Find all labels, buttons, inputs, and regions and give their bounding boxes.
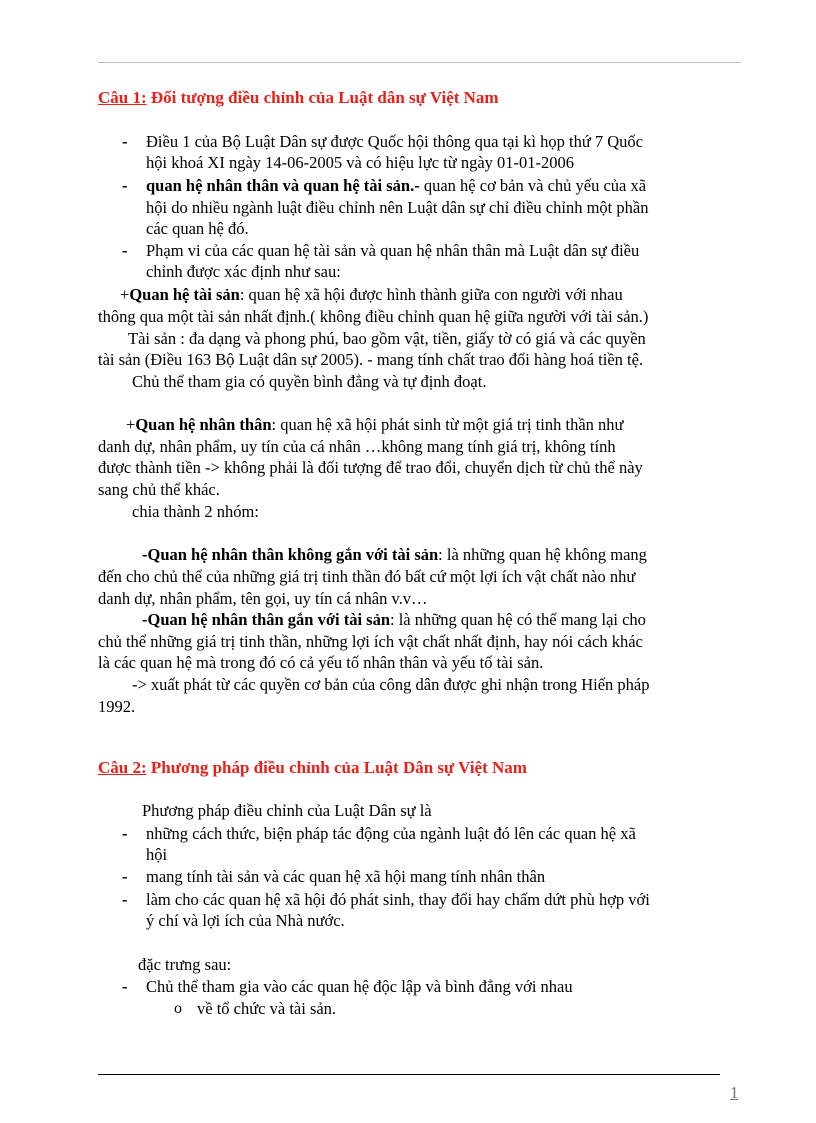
personal-line1 — [126, 414, 623, 435]
dash-bullet: - — [122, 890, 128, 909]
q2-number: Câu 2: — [98, 758, 147, 777]
q2-item2: mang tính tài sản và các quan hệ xã hội mang tính nhân thân — [146, 867, 546, 886]
q2-features-intro: đặc trưng sau: — [138, 955, 232, 974]
q2-title: Phương pháp điều chỉnh của Luật Dân sự Việt Nam — [146, 758, 527, 777]
q1-item2-rest: quan hệ cơ bản và chủ yếu của xã — [419, 176, 647, 195]
group2-line3: là các quan hệ mà trong đó có cả yếu tố nhân thân và yếu tố tài sản. — [98, 653, 544, 672]
q1-item2-line3: các quan hệ đó. — [146, 219, 249, 238]
origin-line1: -> xuất phát từ các quyền cơ bản của công dân được ghi nhận trong Hiến pháp — [132, 675, 650, 694]
group2-def: : là những quan hệ có thể mang lại cho — [390, 610, 646, 629]
footer-rule — [98, 1074, 720, 1075]
q1-item2-line1 — [146, 175, 646, 196]
circle-bullet: o — [174, 1000, 182, 1017]
personal-term: Quan hệ nhân thân — [135, 415, 272, 434]
dash-bullet: - — [122, 824, 128, 843]
property-line2: thông qua một tài sản nhất định.( không điều chỉnh quan hệ giữa người với tài sản.) — [98, 307, 649, 326]
q2-item1-line1: những cách thức, biện pháp tác động của ngành luật đó lên các quan hệ xã — [146, 824, 636, 843]
property-term: Quan hệ tài sản — [129, 285, 240, 304]
q2-intro: Phương pháp điều chỉnh của Luật Dân sự là — [142, 801, 432, 820]
group1-line2: đến cho chủ thể của những giá trị tinh thần đó bất cứ một lợi ích vật chất nào như — [98, 567, 636, 586]
plus-sign: + — [120, 285, 130, 304]
q1-heading — [98, 88, 499, 108]
dash-bullet: - — [122, 241, 128, 260]
dash-bullet: - — [122, 977, 128, 996]
header-rule — [98, 62, 741, 63]
q1-item1-line2: hội khoá XI ngày 14-06-2005 và có hiệu lực từ ngày 01-01-2006 — [146, 153, 575, 172]
property-line4: tài sản (Điều 163 Bộ Luật dân sự 2005). - mang tính chất trao đổi hàng hoá tiền tệ. — [98, 350, 644, 369]
dash-bullet: - — [122, 867, 128, 886]
q1-item3-line1: Phạm vi của các quan hệ tài sản và quan hệ nhân thân mà Luật dân sự điều — [146, 241, 640, 260]
property-def: : quan hệ xã hội được hình thành giữa con người với nhau — [239, 285, 623, 304]
q1-item2-bold: quan hệ nhân thân và quan hệ tài sản.- — [146, 176, 420, 195]
q2-heading — [98, 758, 527, 778]
q1-number: Câu 1: — [98, 88, 147, 107]
origin-line2: 1992. — [98, 697, 136, 716]
group1-line1 — [142, 544, 647, 565]
personal-line3: được thành tiền -> không phải là đối tượng để trao đổi, chuyển dịch từ chủ thể này — [98, 458, 643, 477]
group2-line1 — [142, 609, 646, 630]
q1-item2-line2: hội do nhiều ngành luật điều chỉnh nên Luật dân sự chỉ điều chỉnh một phần — [146, 198, 649, 217]
q2-item3-line1: làm cho các quan hệ xã hội đó phát sinh, thay đổi hay chấm dứt phù hợp với — [146, 890, 650, 909]
q2-feature1-sub: về tổ chức và tài sản. — [197, 999, 337, 1018]
q1-item1-line1: Điều 1 của Bộ Luật Dân sự được Quốc hội thông qua tại kì họp thứ 7 Quốc — [146, 132, 644, 151]
personal-line5: chia thành 2 nhóm: — [132, 502, 259, 521]
property-line1 — [120, 284, 623, 305]
plus-sign: + — [126, 415, 136, 434]
q1-item3-line2: chỉnh được xác định như sau: — [146, 262, 341, 281]
group1-def: : là những quan hệ không mang — [438, 545, 647, 564]
q1-title: Đối tượng điều chỉnh của Luật dân sự Việt Nam — [146, 88, 499, 107]
group1-term: -Quan hệ nhân thân không gắn với tài sản — [142, 545, 439, 564]
group2-term: -Quan hệ nhân thân gắn với tài sản — [142, 610, 391, 629]
group1-line3: danh dự, nhân phẩm, tên gọi, uy tín cá nhân v.v… — [98, 589, 428, 608]
property-line5: Chủ thể tham gia có quyền bình đẳng và tự định đoạt. — [132, 372, 487, 391]
q2-item3-line2: ý chí và lợi ích của Nhà nước. — [146, 911, 345, 930]
dash-bullet: - — [122, 132, 128, 151]
page-number: 1 — [730, 1083, 739, 1102]
personal-line4: sang chủ thể khác. — [98, 480, 220, 499]
property-line3: Tài sản : đa dạng và phong phú, bao gồm vật, tiền, giấy tờ có giá và các quyền — [128, 329, 646, 348]
group2-line2: chủ thể những giá trị tinh thần, những lợi ích vật chất nhất định, hay nói cách khác — [98, 632, 643, 651]
personal-def: : quan hệ xã hội phát sinh từ một giá trị tinh thần như — [271, 415, 624, 434]
personal-line2: danh dự, nhân phẩm, uy tín của cá nhân …không mang tính giá trị, không tính — [98, 437, 616, 456]
dash-bullet: - — [122, 176, 128, 195]
q2-feature1: Chủ thể tham gia vào các quan hệ độc lập và bình đẳng với nhau — [146, 977, 573, 996]
q2-item1-line2: hội — [146, 845, 168, 864]
